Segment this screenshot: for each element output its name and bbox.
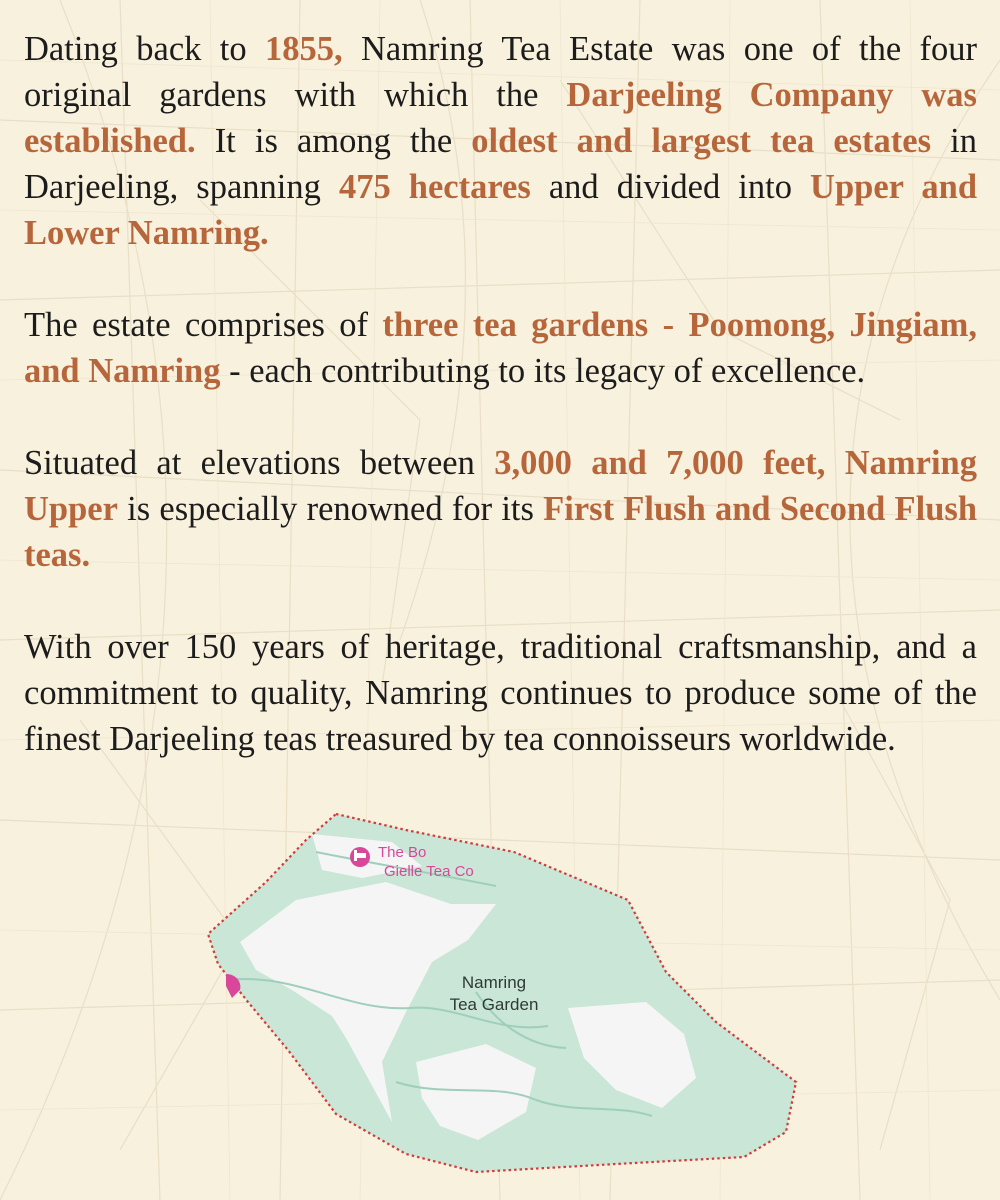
highlight-text: First Flush and Second Flush teas.	[24, 490, 978, 574]
map-label-line1: Namring	[461, 973, 527, 992]
body-text: Situated at elevations between	[24, 444, 495, 482]
body-text: It is among the	[195, 122, 472, 160]
article-body	[24, 26, 977, 762]
body-text: in Darjeeling, spanning	[24, 122, 977, 206]
body-text: and divided into	[530, 168, 811, 206]
highlight-text: Upper and Lower Namring.	[24, 168, 978, 252]
highlight-text: three tea gardens - Poomong, Jingiam, and Namring	[24, 306, 977, 390]
highlight-text: 3,000 and 7,000 feet, Namring Upper	[24, 444, 977, 528]
paragraph	[24, 440, 977, 578]
highlight-text: oldest and largest tea estates	[471, 122, 932, 160]
body-text: Dating back to	[24, 30, 265, 68]
poi-label-line2[interactable]: Gielle Tea Co	[384, 863, 474, 880]
poi-label-line1[interactable]: The Bo	[378, 844, 427, 861]
estate-map	[196, 812, 800, 1176]
highlight-text: 1855,	[264, 30, 343, 68]
paragraph	[24, 26, 977, 256]
paragraph	[24, 302, 977, 394]
hotel-bed-icon[interactable]	[350, 847, 370, 867]
body-text: - each contributing to its legacy of excellence.	[220, 352, 866, 390]
body-text: With over 150 years of heritage, traditional craftsmanship, and a commitment to quality, Namring continues to produce some of the finest Darjeeling teas treasured by tea connoisseurs worldwide.	[24, 628, 977, 758]
highlight-text: Darjeeling Company was established.	[24, 76, 977, 160]
map-label-line2: Tea Garden	[449, 995, 539, 1014]
body-text: The estate comprises of	[24, 306, 383, 344]
paragraph	[24, 624, 977, 762]
highlight-text: 475 hectares	[338, 168, 531, 206]
body-text: is especially renowned for its	[117, 490, 544, 528]
body-text: Namring Tea Estate was one of the four original gardens with which the	[24, 30, 978, 114]
